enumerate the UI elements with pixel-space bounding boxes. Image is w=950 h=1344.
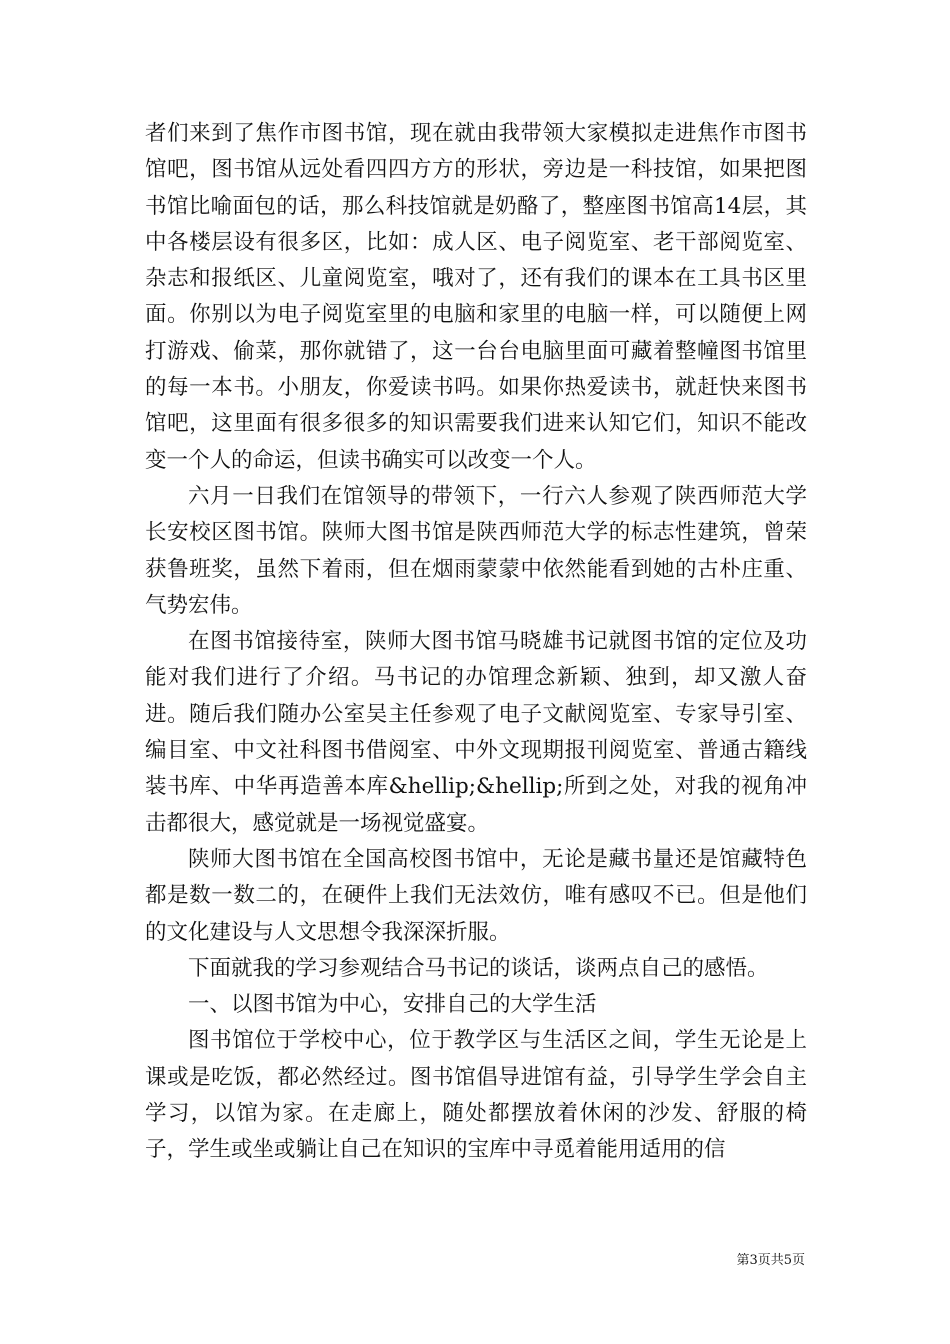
paragraph-3: 在图书馆接待室，陕师大图书馆马晓雄书记就图书馆的定位及功能对我们进行了介绍。马书记的办馆理念新颖、独到，却又激人奋进。随后我们随办公室吴主任参观了电子文献阅览室、专家导引室、编目室、中文社科图书借阅室、中外文现期报刊阅览室、普通古籍线装书库、中华再造善本库&hellip;&hellip;所到之处，对我的视角冲击都很大，感觉就是一场视觉盛宴。 — [145, 629, 807, 836]
paragraph-6: 图书馆位于学校中心，位于教学区与生活区之间，学生无论是上课或是吃饭，都必然经过。图书馆倡导进馆有益，引导学生学会自主学习，以馆为家。在走廊上，随处都摆放着休闲的沙发、舒服的椅子，学生或坐或躺让自己在知识的宝库中寻觅着能用适用的信 — [145, 1028, 807, 1163]
paragraph-4: 陕师大图书馆在全国高校图书馆中，无论是藏书量还是馆藏特色都是数一数二的，在硬件上我们无法效仿，唯有感叹不已。但是他们的文化建设与人文思想令我深深折服。 — [145, 846, 807, 945]
section-heading: 一、以图书馆为中心，安排自己的大学生活 — [188, 992, 597, 1018]
body-text — [145, 116, 807, 1169]
page-number: 第3页共5页 — [736, 1253, 805, 1268]
paragraph-2: 六月一日我们在馆领导的带领下，一行六人参观了陕西师范大学长安校区图书馆。陕师大图书馆是陕西师范大学的标志性建筑，曾荣获鲁班奖，虽然下着雨，但在烟雨蒙蒙中依然能看到她的古朴庄重、气势宏伟。 — [145, 483, 807, 618]
paragraph-5: 下面就我的学习参观结合马书记的谈话，谈两点自己的感悟。 — [188, 955, 769, 981]
paragraph-1: 者们来到了焦作市图书馆，现在就由我带领大家模拟走进焦作市图书馆吧，图书馆从远处看四四方方的形状，旁边是一科技馆，如果把图书馆比喻面包的话，那么科技馆就是奶酪了，整座图书馆高14层，其中各楼层设有很多区，比如：成人区、电子阅览室、老干部阅览室、杂志和报纸区、儿童阅览室，哦对了，还有我们的课本在工具书区里面。你别以为电子阅览室里的电脑和家里的电脑一样，可以随便上网打游戏、偷菜，那你就错了，这一台台电脑里面可藏着整幢图书馆里的每一本书。小朋友，你爱读书吗。如果你热爱读书，就赶快来图书馆吧，这里面有很多很多的知识需要我们进来认知它们，知识不能改变一个人的命运，但读书确实可以改变一个人。 — [145, 121, 807, 473]
